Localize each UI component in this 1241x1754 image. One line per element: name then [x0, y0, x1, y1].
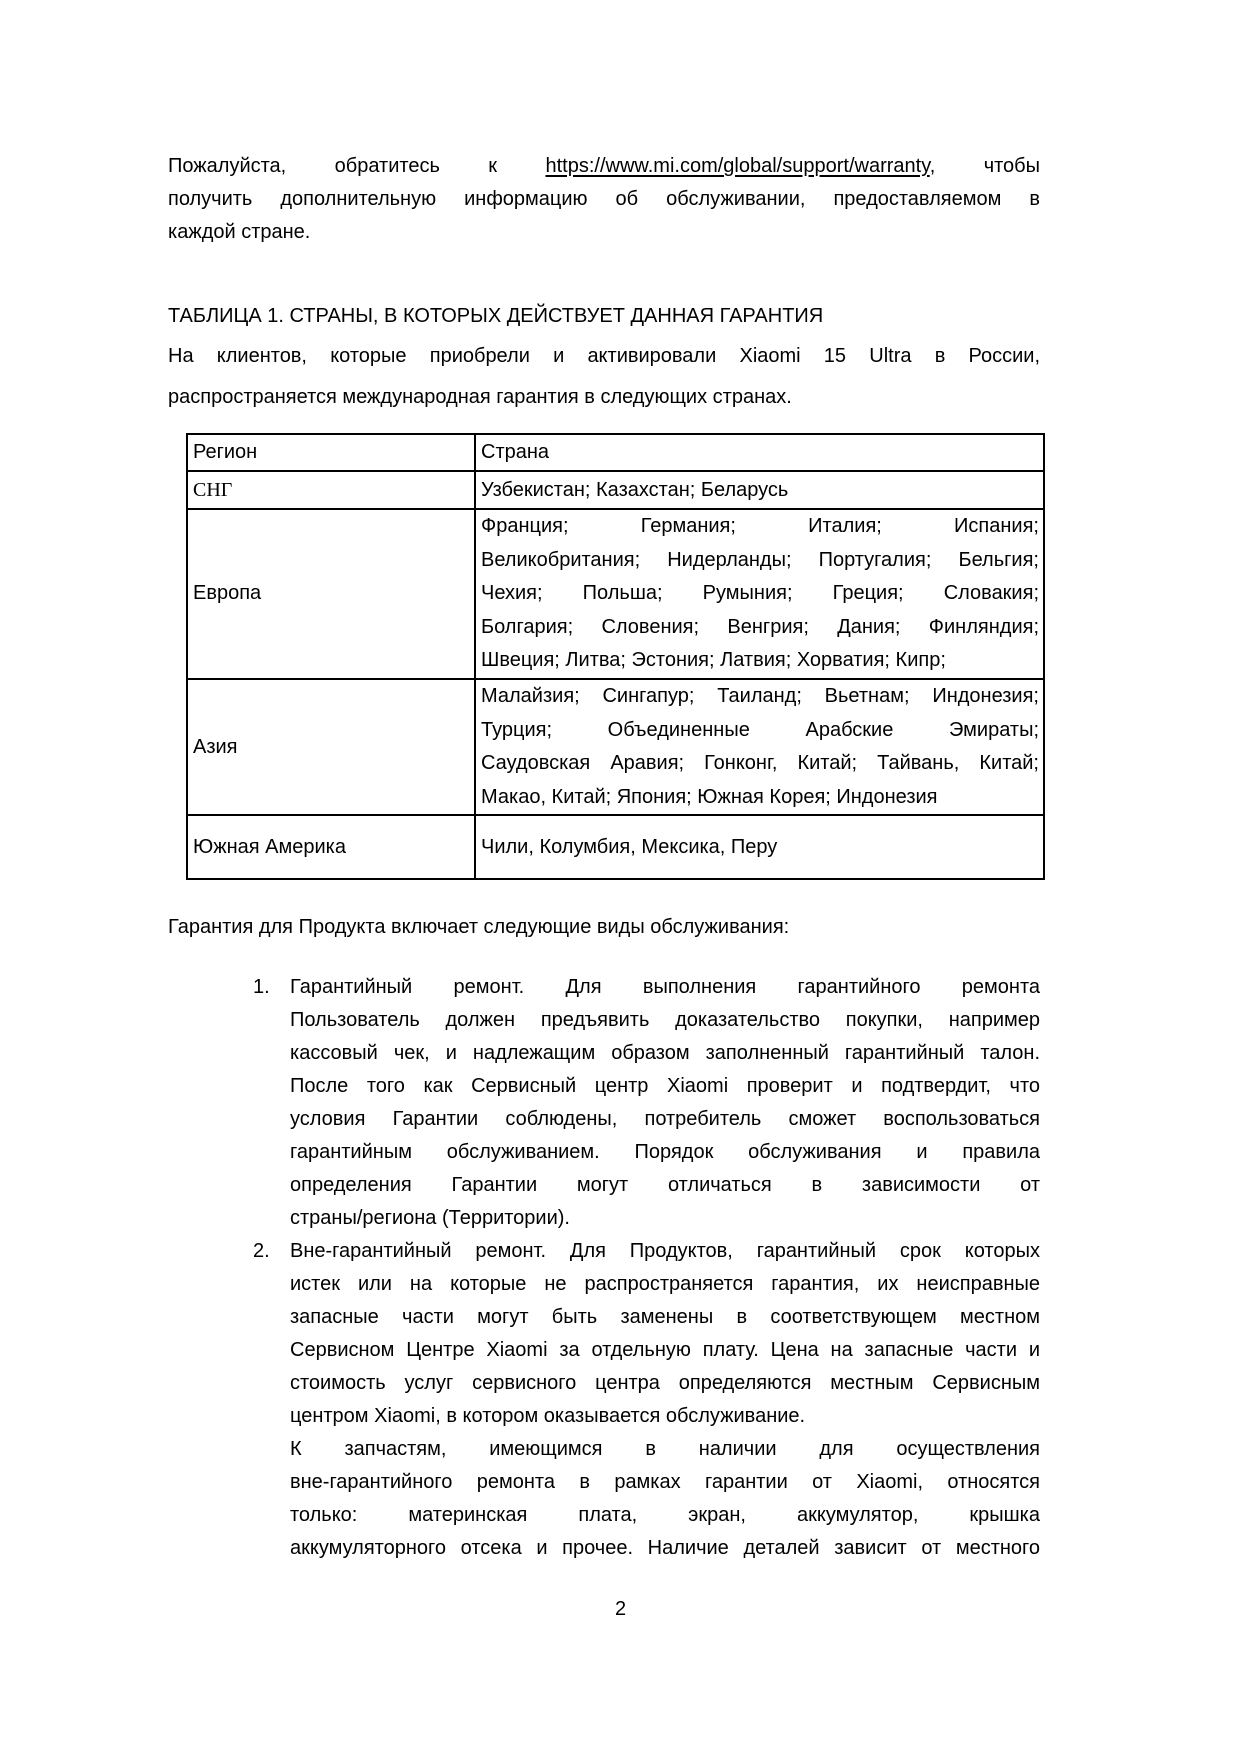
text-line: истек или на которые не распространяется гарантия, их неисправные: [290, 1273, 1040, 1295]
region-cell-cis: СНГ: [187, 471, 475, 509]
text-line: только: материнская плата, экран, аккумулятор, крышка: [290, 1504, 1040, 1526]
text-line: аккумуляторного отсека и прочее. Наличие деталей зависит от местного: [290, 1537, 1040, 1559]
text-line: Макао, Китай; Япония; Южная Корея; Индонезия: [481, 785, 938, 808]
text-line: Гарантийный ремонт. Для выполнения гарантийного ремонта: [290, 976, 1040, 998]
text-line: центром Xiaomi, в котором оказывается обслуживание.: [290, 1405, 806, 1427]
intro-text-before-link: Пожалуйста, обратитесь к: [168, 155, 498, 177]
text-line: Великобритания; Нидерланды; Португалия; Бельгия;: [481, 548, 1039, 571]
table-row-asia: [187, 679, 1044, 815]
country-cell-south-america: Чили, Колумбия, Мексика, Перу: [475, 815, 1044, 879]
services-intro: Гарантия для Продукта включает следующие виды обслуживания:: [168, 916, 790, 938]
region-cell-south-america: Южная Америка: [187, 815, 475, 879]
warranty-support-link[interactable]: https://www.mi.com/global/support/warranty: [545, 155, 930, 177]
table-row-europe: [187, 509, 1044, 679]
text-line: гарантийным обслуживанием. Порядок обслуживания и правила: [290, 1141, 1040, 1163]
text-line: кассовый чек, и надлежащим образом заполненный гарантийный талон.: [290, 1042, 1040, 1064]
table-title: ТАБЛИЦА 1. СТРАНЫ, В КОТОРЫХ ДЕЙСТВУЕТ ДАННАЯ ГАРАНТИЯ: [168, 305, 824, 327]
text-line: К запчастям, имеющимся в наличии для осуществления: [290, 1438, 1040, 1460]
page-number: 2: [614, 1598, 627, 1620]
text-line: Турция; Объединенные Арабские Эмираты;: [481, 718, 1039, 741]
intro-line-with-link: [168, 150, 1040, 183]
text-line: каждой стране.: [168, 221, 311, 243]
warranty-table: [186, 433, 1045, 880]
text-line: получить дополнительную информацию об обслуживании, предоставляемом в: [168, 188, 1040, 210]
warranty-repair-paragraph: [290, 971, 1040, 1235]
text-line: Франция; Германия; Италия; Испания;: [481, 515, 1039, 537]
text-line: распространяется международная гарантия в следующих странах.: [168, 386, 792, 408]
table-row-cis: [187, 471, 1044, 509]
list-item-number: 2.: [253, 1240, 270, 1262]
intro-paragraph-rest: [168, 183, 1040, 249]
text-line: Сервисном Центре Xiaomi за отдельную плату. Цена на запасные части и: [290, 1339, 1040, 1361]
text-line: После того как Сервисный центр Xiaomi проверит и подтвердит, что: [290, 1075, 1040, 1097]
text-line: условия Гарантии соблюдены, потребитель сможет воспользоваться: [290, 1108, 1040, 1130]
country-cell-asia: [475, 679, 1044, 815]
text-line: Малайзия; Сингапур; Таиланд; Вьетнам; Индонезия;: [481, 684, 1039, 707]
warranty-countries-table: [186, 433, 1045, 880]
country-cell-cis: Узбекистан; Казахстан; Беларусь: [475, 471, 1044, 509]
text-line: На клиентов, которые приобрели и активировали Xiaomi 15 Ultra в России,: [168, 345, 1040, 367]
text-line: Чехия; Польша; Румыния; Греция; Словакия;: [481, 582, 1039, 605]
text-line: Саудовская Аравия; Гонконг, Китай; Тайвань, Китай;: [481, 752, 1039, 775]
country-column-header: Страна: [475, 434, 1044, 471]
eligibility-paragraph: [168, 336, 1040, 418]
text-line: вне-гарантийного ремонта в рамках гарантии от Xiaomi, относятся: [290, 1471, 1040, 1493]
out-of-warranty-repair-paragraph: [290, 1235, 1040, 1433]
text-line: Вне-гарантийный ремонт. Для Продуктов, гарантийный срок которых: [290, 1240, 1040, 1262]
table-row-south-america: [187, 815, 1044, 879]
text-line: страны/региона (Территории).: [290, 1207, 570, 1229]
list-item-number: 1.: [253, 976, 270, 998]
region-column-header: Регион: [187, 434, 475, 471]
text-line: Пользователь должен предъявить доказательство покупки, например: [290, 1009, 1040, 1031]
intro-text-after-link: , чтобы: [929, 155, 1040, 177]
list-item-warranty-repair: [253, 971, 1040, 1235]
intro-paragraph: [168, 150, 1040, 249]
text-line: запасные части могут быть заменены в соответствующем местном: [290, 1306, 1040, 1328]
table-header-row: [187, 434, 1044, 471]
region-cell-asia: Азия: [187, 679, 475, 815]
text-line: определения Гарантии могут отличаться в зависимости от: [290, 1174, 1040, 1196]
text-line: Болгария; Словения; Венгрия; Дания; Финляндия;: [481, 615, 1039, 638]
spare-parts-paragraph: [290, 1433, 1040, 1565]
region-cell-europe: Европа: [187, 509, 475, 679]
text-line: стоимость услуг сервисного центра определяются местным Сервисным: [290, 1372, 1040, 1394]
list-item-out-of-warranty-repair: [253, 1235, 1040, 1565]
text-line: Швеция; Литва; Эстония; Латвия; Хорватия; Кипр;: [481, 649, 946, 672]
service-list: [253, 971, 1040, 1565]
country-cell-europe: [475, 509, 1044, 679]
